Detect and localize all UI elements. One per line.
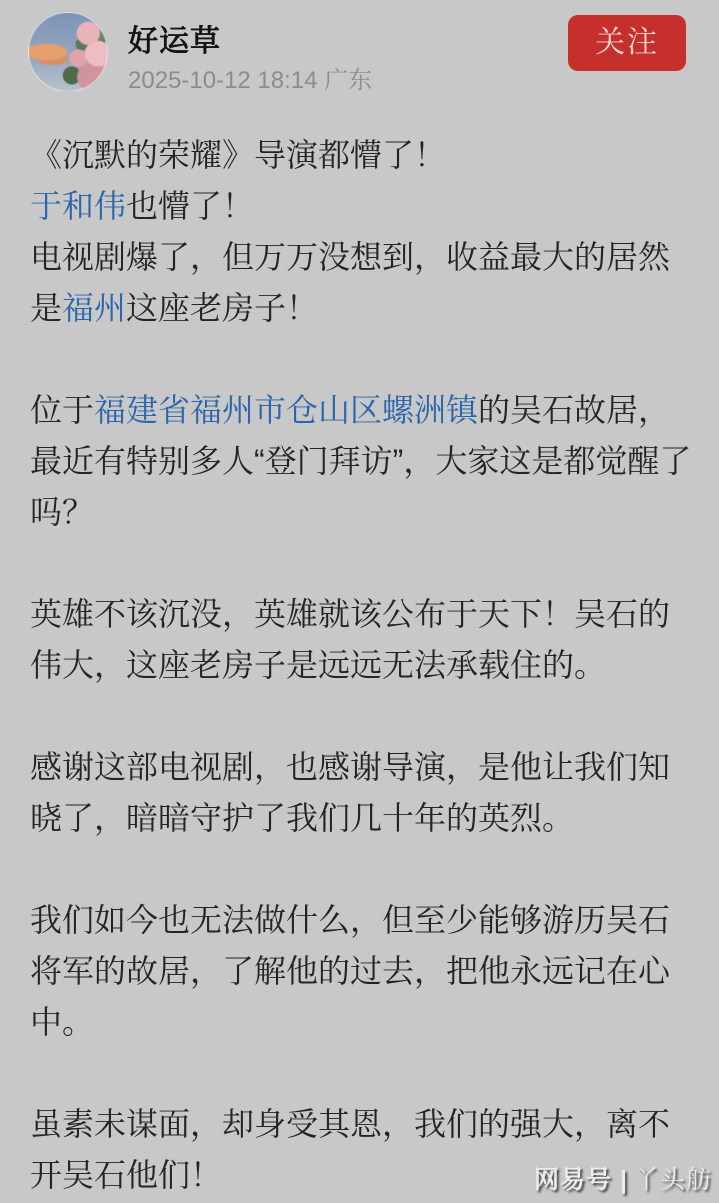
content-line xyxy=(30,589,719,640)
watermark-account: 丫头舫 xyxy=(633,1166,712,1194)
content-line xyxy=(30,487,719,538)
content-line xyxy=(30,283,719,334)
content-line xyxy=(30,895,719,946)
content-line xyxy=(30,130,719,181)
text-segment: 伟大，这座老房子是远远无法承载住的。 xyxy=(30,647,607,683)
content-line xyxy=(30,436,719,487)
text-segment: 最近有特别多人“登门拜访”，大家这是都觉醒了 xyxy=(30,443,692,479)
text-segment: 也懵了！ xyxy=(126,188,255,224)
inline-link[interactable]: 福州 xyxy=(62,290,127,326)
text-segment: 英雄不该沉没，英雄就该公布于天下！吴石的 xyxy=(30,596,671,632)
content-line xyxy=(30,793,719,844)
text-segment: 将军的故居，了解他的过去，把他永远记在心 xyxy=(30,953,671,989)
follow-button[interactable]: 关注 xyxy=(568,15,686,71)
text-segment: 位于 xyxy=(30,392,95,428)
text-segment: 《沉默的荣耀》导演都懵了！ xyxy=(30,137,447,173)
post-header xyxy=(28,12,691,94)
content-line xyxy=(30,742,719,793)
inline-link[interactable]: 福建省福州市仓山区螺洲镇 xyxy=(94,392,479,428)
text-segment: 虽素未谋面，却身受其恩，我们的强大，离不 xyxy=(30,1106,671,1142)
watermark-brand: 网易号 xyxy=(533,1166,612,1194)
content-line xyxy=(30,640,719,691)
text-segment: 开吴石他们！ xyxy=(30,1157,223,1193)
text-segment: 这座老房子！ xyxy=(126,290,319,326)
post-timestamp-location: 2025-10-12 18:14 广东 xyxy=(128,67,373,94)
content-line xyxy=(30,946,719,997)
content-line xyxy=(30,385,719,436)
inline-link[interactable]: 于和伟 xyxy=(30,188,127,224)
text-segment: 中。 xyxy=(30,1004,95,1040)
author-avatar[interactable] xyxy=(28,12,108,92)
text-segment: 电视剧爆了，但万万没想到，收益最大的居然 xyxy=(30,239,671,275)
text-segment: 吗？ xyxy=(30,494,95,530)
platform-watermark xyxy=(534,1160,712,1196)
text-segment: 是 xyxy=(30,290,63,326)
author-name[interactable]: 好运草 xyxy=(128,25,221,58)
text-segment: 晓了，暗暗守护了我们几十年的英烈。 xyxy=(30,800,575,836)
post-body xyxy=(30,130,719,1201)
text-segment: 我们如今也无法做什么，但至少能够游历吴石 xyxy=(30,902,671,938)
text-segment: 的吴石故居， xyxy=(478,392,671,428)
content-line xyxy=(30,1099,719,1150)
content-line xyxy=(30,997,719,1048)
text-segment: 感谢这部电视剧，也感谢导演，是他让我们知 xyxy=(30,749,671,785)
watermark-separator-icon: | xyxy=(619,1166,628,1194)
content-line xyxy=(30,232,719,283)
content-line xyxy=(30,181,719,232)
